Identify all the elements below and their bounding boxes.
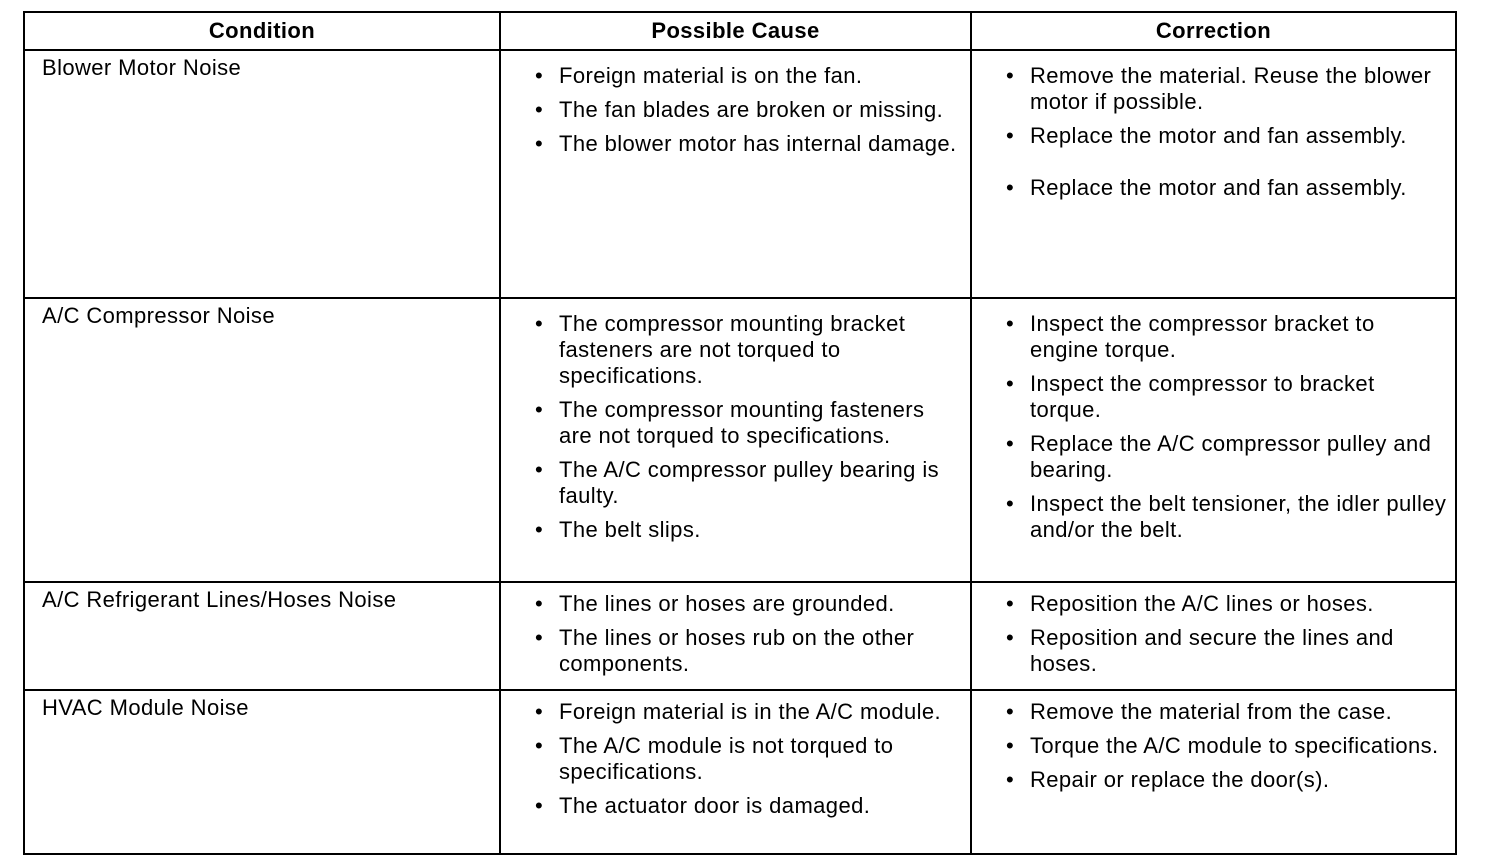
cause-text: The fan blades are broken or missing.	[559, 97, 944, 122]
correction-text: Replace the A/C compressor pulley and bearing.	[1030, 431, 1432, 482]
cause-list	[533, 311, 962, 543]
cause-item	[533, 517, 962, 543]
cause-cell	[500, 50, 971, 298]
bullet-icon: •	[1006, 63, 1015, 88]
correction-list	[1004, 699, 1447, 793]
cause-item	[533, 63, 962, 89]
bullet-icon: •	[1006, 491, 1015, 516]
bullet-icon: •	[535, 457, 544, 482]
bullet-icon: •	[535, 793, 544, 818]
condition-cell: HVAC Module Noise	[24, 690, 500, 854]
correction-item	[1004, 311, 1447, 363]
correction-item	[1004, 175, 1447, 201]
correction-text: Inspect the belt tensioner, the idler pulley and/or the belt.	[1030, 491, 1447, 542]
correction-item	[1004, 431, 1447, 483]
cause-item	[533, 97, 962, 123]
correction-text: Reposition and secure the lines and hoses.	[1030, 625, 1394, 676]
correction-text: Inspect the compressor bracket to engine torque.	[1030, 311, 1375, 362]
table-row-blower-motor-noise	[24, 50, 1456, 298]
bullet-icon: •	[1006, 123, 1015, 148]
condition-cell: A/C Compressor Noise	[24, 298, 500, 582]
bullet-icon: •	[535, 625, 544, 650]
header-possible-cause: Possible Cause	[500, 12, 971, 50]
cause-text: Foreign material is in the A/C module.	[559, 699, 942, 724]
correction-text: Replace the motor and fan assembly.	[1030, 123, 1407, 148]
cause-text: The lines or hoses are grounded.	[559, 591, 895, 616]
bullet-icon: •	[1006, 311, 1015, 336]
correction-text: Replace the motor and fan assembly.	[1030, 175, 1407, 200]
correction-cell	[971, 298, 1456, 582]
cause-text: The belt slips.	[559, 517, 701, 542]
correction-text: Remove the material. Reuse the blower motor if possible.	[1030, 63, 1432, 114]
correction-item	[1004, 699, 1447, 725]
cause-item	[533, 591, 962, 617]
correction-item	[1004, 123, 1447, 149]
bullet-icon: •	[535, 97, 544, 122]
cause-item	[533, 793, 962, 819]
cause-item	[533, 625, 962, 677]
cause-cell	[500, 582, 971, 690]
cause-item	[533, 131, 962, 157]
cause-item	[533, 699, 962, 725]
bullet-icon: •	[535, 397, 544, 422]
correction-item	[1004, 767, 1447, 793]
cause-cell	[500, 690, 971, 854]
bullet-icon: •	[1006, 175, 1015, 200]
header-condition: Condition	[24, 12, 500, 50]
bullet-icon: •	[535, 311, 544, 336]
bullet-icon: •	[1006, 733, 1015, 758]
cause-list	[533, 63, 962, 157]
condition-cell: Blower Motor Noise	[24, 50, 500, 298]
table-header-row	[24, 12, 1456, 50]
correction-text: Inspect the compressor to bracket torque.	[1030, 371, 1375, 422]
bullet-icon: •	[1006, 699, 1015, 724]
cause-text: The A/C module is not torqued to specifications.	[559, 733, 894, 784]
bullet-icon: •	[1006, 767, 1015, 792]
correction-text: Torque the A/C module to specifications.	[1030, 733, 1439, 758]
correction-cell	[971, 582, 1456, 690]
correction-item	[1004, 371, 1447, 423]
bullet-icon: •	[1006, 371, 1015, 396]
cause-text: The actuator door is damaged.	[559, 793, 871, 818]
cause-cell	[500, 298, 971, 582]
bullet-icon: •	[535, 591, 544, 616]
bullet-icon: •	[535, 131, 544, 156]
bullet-icon: •	[535, 63, 544, 88]
diagnostic-table	[23, 11, 1457, 855]
cause-list	[533, 699, 962, 819]
correction-cell	[971, 50, 1456, 298]
correction-text: Reposition the A/C lines or hoses.	[1030, 591, 1374, 616]
cause-text: The compressor mounting fasteners are not torqued to specifications.	[559, 397, 925, 448]
correction-item	[1004, 733, 1447, 759]
condition-cell: A/C Refrigerant Lines/Hoses Noise	[24, 582, 500, 690]
correction-cell	[971, 690, 1456, 854]
cause-item	[533, 311, 962, 389]
cause-item	[533, 733, 962, 785]
cause-text: The lines or hoses rub on the other components.	[559, 625, 915, 676]
bullet-icon: •	[1006, 625, 1015, 650]
cause-list	[533, 591, 962, 677]
bullet-icon: •	[535, 733, 544, 758]
table-row-refrigerant-lines-noise	[24, 582, 1456, 690]
correction-text: Remove the material from the case.	[1030, 699, 1393, 724]
bullet-icon: •	[535, 699, 544, 724]
correction-list	[1004, 591, 1447, 677]
bullet-icon: •	[535, 517, 544, 542]
table-row-ac-compressor-noise	[24, 298, 1456, 582]
bullet-icon: •	[1006, 591, 1015, 616]
cause-text: The A/C compressor pulley bearing is faulty.	[559, 457, 940, 508]
correction-list	[1004, 63, 1447, 201]
table-row-hvac-module-noise	[24, 690, 1456, 854]
cause-text: The compressor mounting bracket fasteners are not torqued to specifications.	[559, 311, 906, 388]
cause-item	[533, 397, 962, 449]
correction-item	[1004, 491, 1447, 543]
cause-text: The blower motor has internal damage.	[559, 131, 957, 156]
bullet-icon: •	[1006, 431, 1015, 456]
header-correction: Correction	[971, 12, 1456, 50]
correction-text: Repair or replace the door(s).	[1030, 767, 1330, 792]
correction-item	[1004, 625, 1447, 677]
correction-item	[1004, 63, 1447, 115]
correction-list	[1004, 311, 1447, 543]
correction-item	[1004, 591, 1447, 617]
cause-text: Foreign material is on the fan.	[559, 63, 863, 88]
cause-item	[533, 457, 962, 509]
